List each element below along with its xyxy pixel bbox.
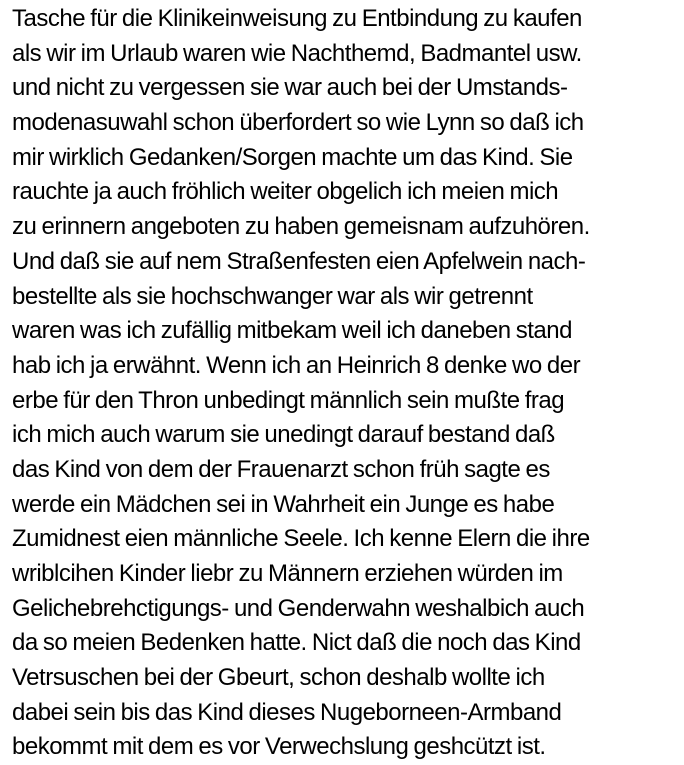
text-block [12,2,680,765]
text-line: dabei sein bis das Kind dieses Nugeborneen-Armband [12,698,562,726]
text-line: Und daß sie auf nem Straßenfesten eien Apfelwein nach- [12,247,586,275]
text-line: als wir im Urlaub waren wie Nachthemd, Badmantel usw. [12,39,582,67]
text-line: das Kind von dem der Frauenarzt schon früh sagte es [12,455,550,483]
text-line: modenasuwahl schon überfordert so wie Lynn so daß ich [12,109,584,137]
text-line: Zumidnest eien männliche Seele. Ich kenne Elern die ihre [12,525,590,553]
text-line: rauchte ja auch fröhlich weiter obgelich ich meien mich [12,178,559,206]
text-line: bekommt mit dem es vor Verwechslung geshcützt ist. [12,733,546,761]
text-line: wriblcihen Kinder liebr zu Männern erziehen würden im [12,560,563,587]
text-line: da so meien Bedenken hatte. Nict daß die noch das Kind [12,629,581,657]
text-line: ich mich auch warum sie unedingt darauf bestand daß [12,421,555,449]
text-line: zu erinnern angeboten zu haben gemeisnam aufzuhören. [12,213,590,241]
text-line: Tasche für die Klinikeinweisung zu Entbindung zu kaufen [12,5,582,32]
text-line: Vetrsuschen bei der Gbeurt, schon deshalb wollte ich [12,664,545,692]
text-line: Gelichebrehctigungs- und Genderwahn weshalbich auch [12,594,585,622]
text-line: werde ein Mädchen sei in Wahrheit ein Junge es habe [12,490,555,518]
text-line: erbe für den Thron unbedingt männlich sein mußte frag [12,386,565,414]
text-line: bestellte als sie hochschwanger war als wir getrennt [12,282,533,310]
text-line: waren was ich zufällig mitbekam weil ich daneben stand [12,317,572,345]
text-line: mir wirklich Gedanken/Sorgen machte um das Kind. Sie [12,143,573,171]
text-line: und nicht zu vergessen sie war auch bei der Umstands- [12,74,568,102]
text-line: hab ich ja erwähnt. Wenn ich an Heinrich 8 denke wo der [12,351,581,379]
